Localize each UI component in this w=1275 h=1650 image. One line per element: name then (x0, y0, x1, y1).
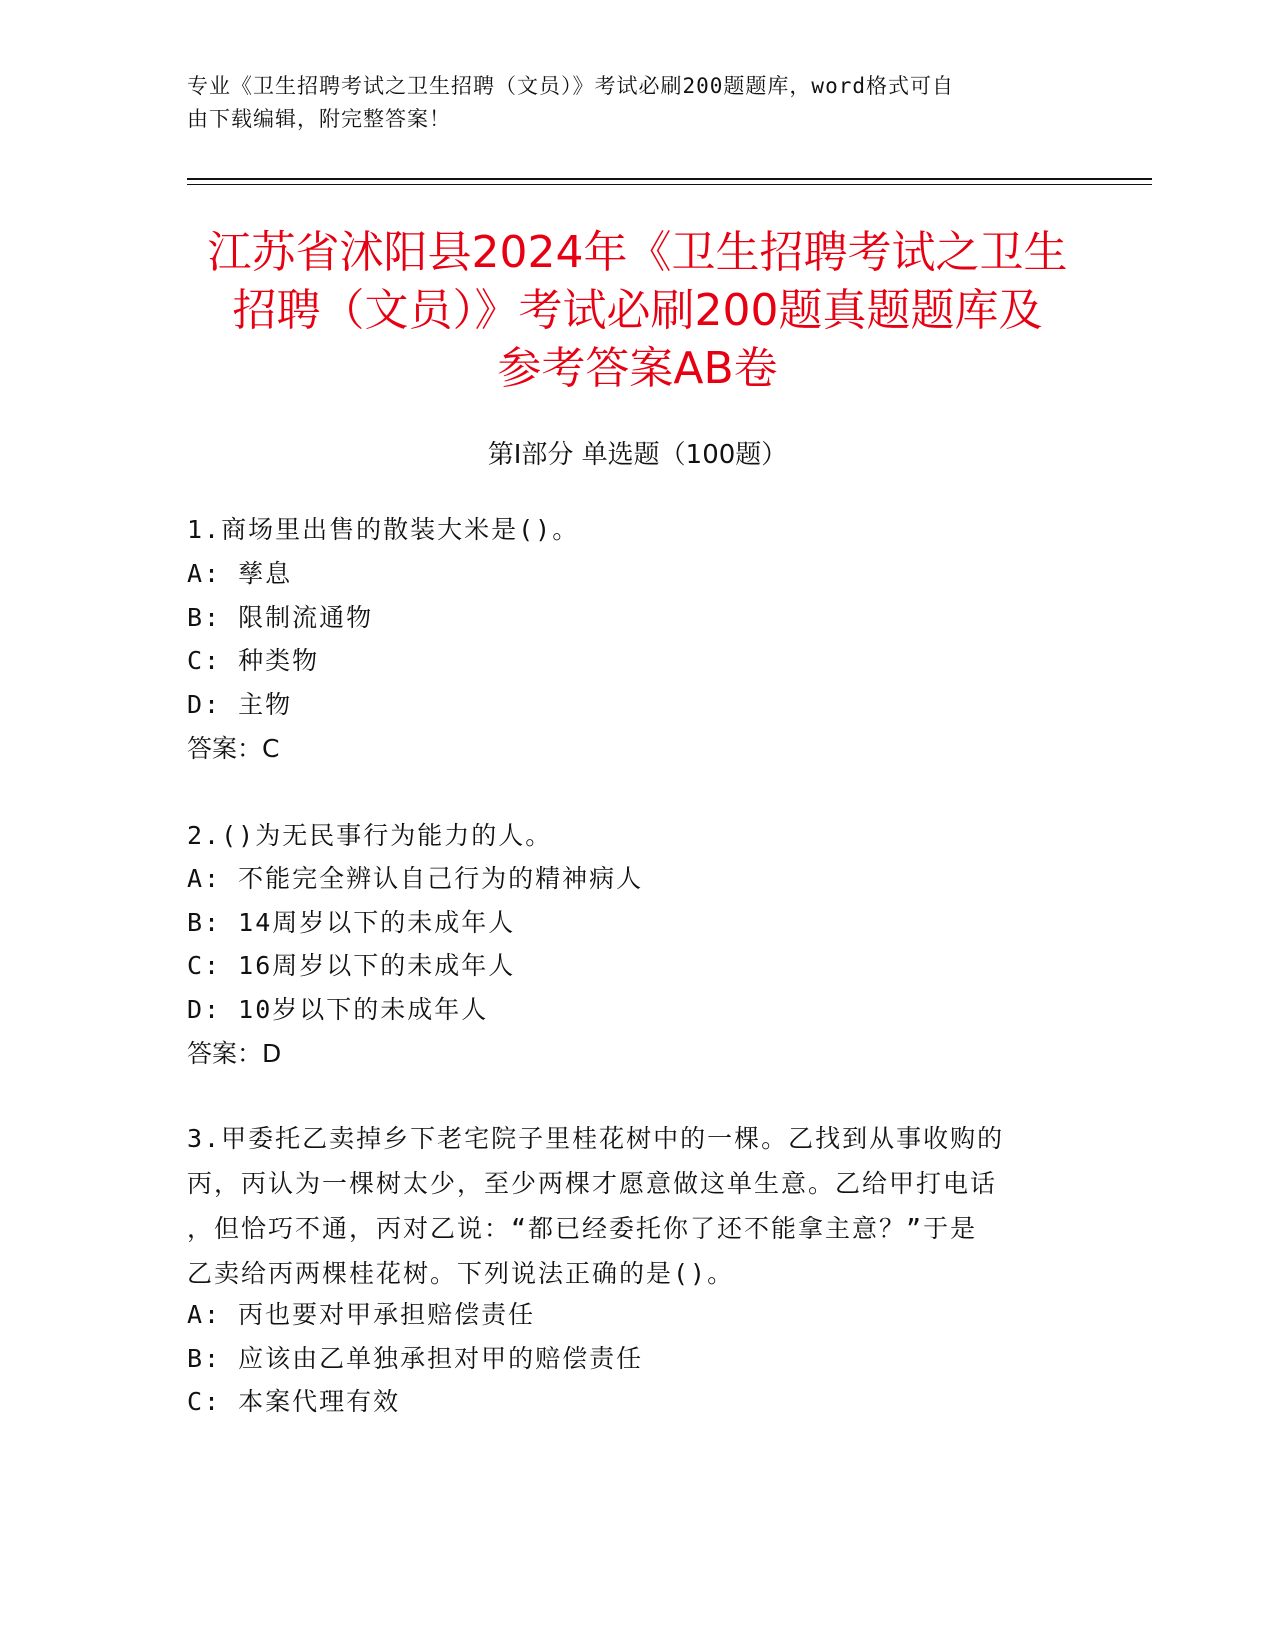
question-2-answer: 答案：D (187, 1039, 282, 1068)
title-line-1: 江苏省沭阳县2024年《卫生招聘考试之卫生 (207, 227, 1068, 278)
question-3-stem-line-4: 乙卖给丙两棵桂花树。下列说法正确的是()。 (187, 1259, 735, 1288)
question-1-answer: 答案：C (187, 734, 280, 763)
question-1-option-a: A: 孳息 (187, 559, 293, 588)
question-3-option-b: B: 应该由乙单独承担对甲的赔偿责任 (187, 1344, 644, 1373)
question-1-option-b: B: 限制流通物 (187, 603, 374, 632)
question-2-option-d: D: 10岁以下的未成年人 (187, 995, 489, 1024)
intro-line-2: 由下载编辑，附完整答案！ (187, 107, 451, 131)
question-2-option-c: C: 16周岁以下的未成年人 (187, 951, 516, 980)
question-2-stem: 2.()为无民事行为能力的人。 (187, 821, 553, 850)
question-2-option-a: A: 不能完全辨认自己行为的精神病人 (187, 864, 644, 893)
header-divider-thin (187, 184, 1152, 185)
document-title (160, 224, 1115, 398)
title-line-2: 招聘（文员）》考试必刷200题真题题库及 (232, 285, 1043, 336)
question-1-option-c: C: 种类物 (187, 646, 320, 675)
header-divider-thick (187, 178, 1152, 180)
question-3-stem-line-1: 3.甲委托乙卖掉乡下老宅院子里桂花树中的一棵。乙找到从事收购的 (187, 1124, 1005, 1153)
question-1-option-d: D: 主物 (187, 690, 293, 719)
question-3-option-a: A: 丙也要对甲承担赔偿责任 (187, 1300, 536, 1329)
question-3-stem-line-2: 丙，丙认为一棵树太少，至少两棵才愿意做这单生意。乙给甲打电话 (187, 1169, 998, 1198)
question-3-stem (187, 1116, 1067, 1296)
intro-line-1: 专业《卫生招聘考试之卫生招聘（文员）》考试必刷200题题库，word格式可自 (187, 74, 954, 98)
title-line-3: 参考答案AB卷 (497, 343, 778, 394)
question-3-option-c: C: 本案代理有效 (187, 1387, 401, 1416)
intro-paragraph (187, 70, 1087, 136)
section-heading: 第I部分 单选题（100题） (487, 440, 788, 470)
question-3-stem-line-3: ，但恰巧不通，丙对乙说：“都已经委托你了还不能拿主意？”于是 (187, 1214, 978, 1243)
question-1-stem: 1.商场里出售的散装大米是()。 (187, 515, 580, 544)
question-2-option-b: B: 14周岁以下的未成年人 (187, 908, 516, 937)
